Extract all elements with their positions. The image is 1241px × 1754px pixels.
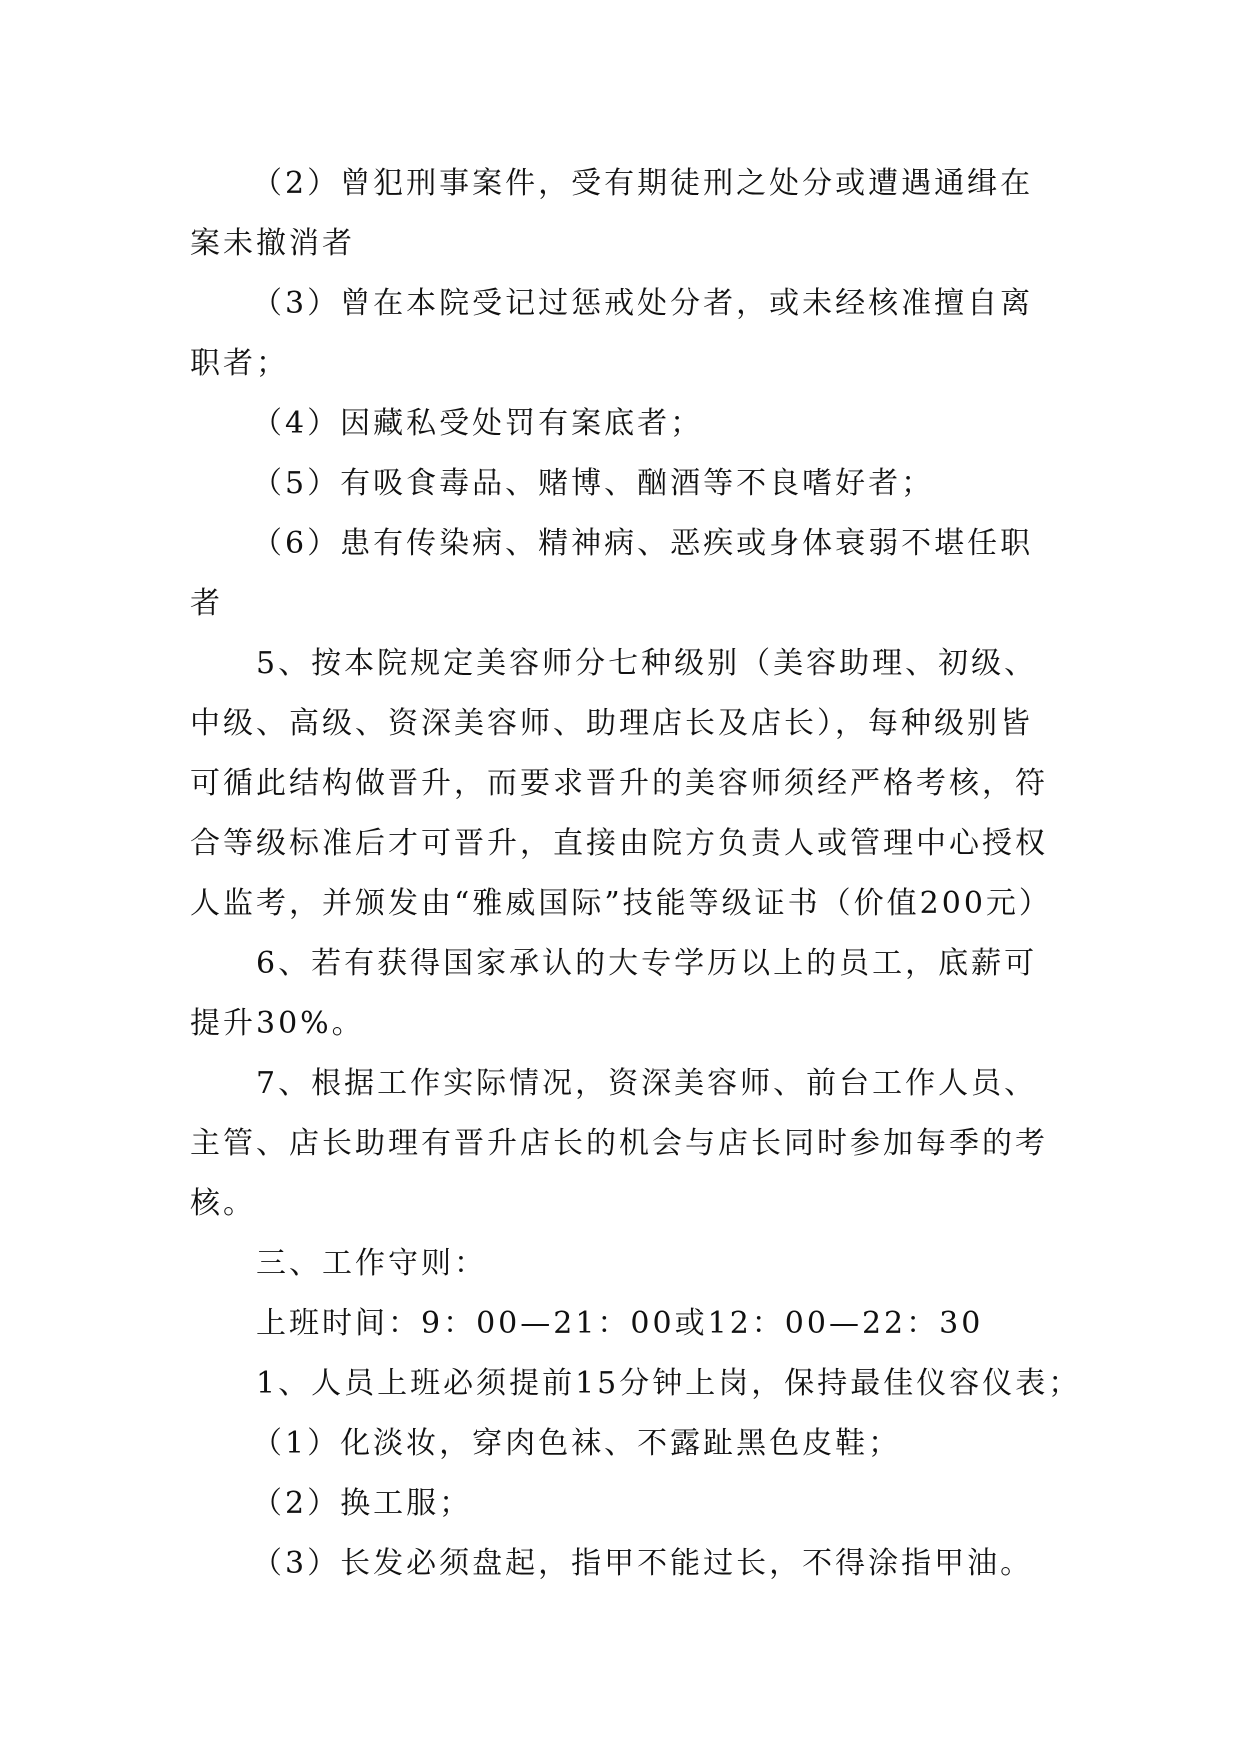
paragraph-line: （4）因藏私受处罚有案底者；: [252, 406, 704, 441]
paragraph-line: （3）曾在本院受记过惩戒处分者，或未经核准擅自离: [252, 286, 1034, 321]
paragraph-line: （3）长发必须盘起，指甲不能过长，不得涂指甲油。: [252, 1546, 1034, 1581]
paragraph-line: 1、人员上班必须提前15分钟上岗，保持最佳仪容仪表；: [256, 1366, 1082, 1401]
paragraph-line: 中级、高级、资深美容师、助理店长及店长），每种级别皆: [190, 706, 1033, 741]
paragraph-line: 职者；: [190, 346, 289, 381]
paragraph-line: 核。: [190, 1186, 256, 1221]
paragraph-line: （2）曾犯刑事案件，受有期徒刑之处分或遭遇通缉在: [252, 166, 1034, 201]
document-body: [190, 154, 1082, 1594]
paragraph-line: 者: [190, 586, 223, 621]
paragraph-line: 5、按本院规定美容师分七种级别（美容助理、初级、: [256, 646, 1038, 681]
paragraph-line: 可循此结构做晋升，而要求晋升的美容师须经严格考核，符: [190, 766, 1048, 801]
paragraph-line: 7、根据工作实际情况，资深美容师、前台工作人员、: [256, 1066, 1038, 1101]
paragraph-line: （5）有吸食毒品、赌博、酗酒等不良嗜好者；: [252, 466, 935, 501]
paragraph-line: 主管、店长助理有晋升店长的机会与店长同时参加每季的考: [190, 1126, 1048, 1161]
paragraph-line: 人监考，并颁发由“雅威国际”技能等级证书（价值200元）: [190, 886, 1052, 921]
paragraph-line: 提升30%。: [190, 1006, 365, 1041]
paragraph-line: （6）患有传染病、精神病、恶疾或身体衰弱不堪任职: [252, 526, 1034, 561]
paragraph-line: （2）换工服；: [252, 1486, 473, 1521]
paragraph-line: 上班时间：9：00—21：00或12：00—22：30: [256, 1306, 984, 1341]
paragraph-line: 案未撤消者: [190, 226, 355, 261]
section-heading: 三、工作守则：: [256, 1246, 487, 1281]
paragraph-line: 6、若有获得国家承认的大专学历以上的员工，底薪可: [256, 946, 1038, 981]
paragraph-line: （1）化淡妆，穿肉色袜、不露趾黑色皮鞋；: [252, 1426, 902, 1461]
paragraph-line: 合等级标准后才可晋升，直接由院方负责人或管理中心授权: [190, 826, 1048, 861]
